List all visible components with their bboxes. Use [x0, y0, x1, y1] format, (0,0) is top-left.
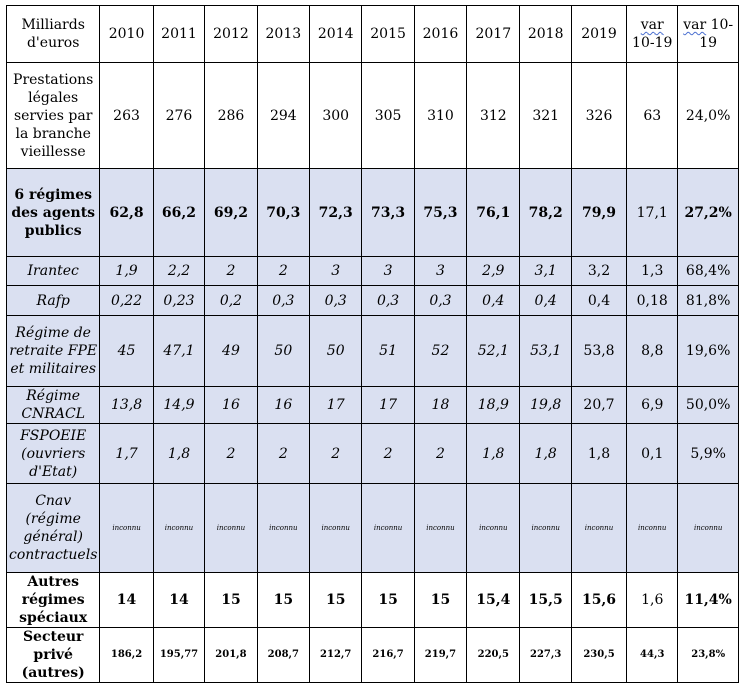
row-label: 6 régimes des agents publics: [7, 169, 100, 257]
table-cell: 2: [205, 424, 257, 484]
table-cell: 300: [310, 63, 362, 169]
table-cell: 305: [362, 63, 414, 169]
table-cell: 0,4: [467, 286, 520, 316]
table-cell: 0,3: [362, 286, 414, 316]
table-cell: 72,3: [310, 169, 362, 257]
table-cell: inconnu: [362, 484, 414, 573]
table-cell: 16: [257, 387, 309, 424]
var-pct-header-suffix: 10-19: [699, 17, 734, 51]
table-cell: 51: [362, 316, 414, 387]
table-cell: 3,1: [520, 257, 571, 286]
table-cell: inconnu: [153, 484, 205, 573]
table-cell: 3: [362, 257, 414, 286]
table-cell: 216,7: [362, 628, 414, 683]
table-cell: 0,3: [257, 286, 309, 316]
table-cell: 310: [414, 63, 466, 169]
table-cell: 16: [205, 387, 257, 424]
table-cell: 227,3: [520, 628, 571, 683]
table-cell: 0,3: [310, 286, 362, 316]
year-header: 2015: [362, 6, 414, 63]
row-label: Régime de retraite FPE et militaires: [7, 316, 100, 387]
table-cell: 2: [362, 424, 414, 484]
year-header: 2010: [100, 6, 153, 63]
table-cell: inconnu: [205, 484, 257, 573]
table-cell: 3: [310, 257, 362, 286]
table-row: [7, 628, 739, 683]
table-cell: 19,8: [520, 387, 571, 424]
table-cell: 69,2: [205, 169, 257, 257]
var-pct-cell: 81,8%: [678, 286, 739, 316]
table-cell: 1,8: [467, 424, 520, 484]
table-cell: 20,7: [571, 387, 626, 424]
table-cell: 52,1: [467, 316, 520, 387]
var-pct-cell: 27,2%: [678, 169, 739, 257]
table-cell: inconnu: [414, 484, 466, 573]
table-row: [7, 484, 739, 573]
table-cell: 47,1: [153, 316, 205, 387]
table-cell: inconnu: [571, 484, 626, 573]
table-cell: 212,7: [310, 628, 362, 683]
row-label: FSPOEIE (ouvriers d'Etat): [7, 424, 100, 484]
table-cell: 0,23: [153, 286, 205, 316]
table-cell: 70,3: [257, 169, 309, 257]
table-cell: 3,2: [571, 257, 626, 286]
year-header: 2017: [467, 6, 520, 63]
table-cell: 186,2: [100, 628, 153, 683]
table-cell: inconnu: [310, 484, 362, 573]
var-pct-cell: 5,9%: [678, 424, 739, 484]
var-abs-cell: 1,3: [627, 257, 678, 286]
table-cell: 49: [205, 316, 257, 387]
table-cell: 13,8: [100, 387, 153, 424]
table-cell: 195,77: [153, 628, 205, 683]
table-cell: 276: [153, 63, 205, 169]
year-header: 2016: [414, 6, 466, 63]
table-cell: 1,8: [520, 424, 571, 484]
table-cell: 18,9: [467, 387, 520, 424]
table-cell: inconnu: [257, 484, 309, 573]
table-row: [7, 316, 739, 387]
data-table: [6, 5, 739, 683]
var-abs-header-prefix: var: [640, 17, 664, 33]
table-cell: 73,3: [362, 169, 414, 257]
var-abs-cell: 6,9: [627, 387, 678, 424]
table-row: [7, 424, 739, 484]
var-pct-header-prefix: var: [683, 17, 707, 33]
table-cell: 15,4: [467, 573, 520, 628]
var-abs-cell: 63: [627, 63, 678, 169]
table-row: [7, 286, 739, 316]
table-cell: 50: [257, 316, 309, 387]
table-cell: 17: [362, 387, 414, 424]
table-cell: 0,4: [520, 286, 571, 316]
year-header: 2012: [205, 6, 257, 63]
table-cell: inconnu: [100, 484, 153, 573]
table-cell: 2: [257, 257, 309, 286]
table-cell: 294: [257, 63, 309, 169]
table-cell: 15: [257, 573, 309, 628]
var-abs-cell: 8,8: [627, 316, 678, 387]
table-cell: 2: [257, 424, 309, 484]
table-cell: 286: [205, 63, 257, 169]
table-cell: 326: [571, 63, 626, 169]
table-cell: 321: [520, 63, 571, 169]
table-row: [7, 573, 739, 628]
table-cell: 14: [100, 573, 153, 628]
table-cell: inconnu: [520, 484, 571, 573]
var-pct-cell: 50,0%: [678, 387, 739, 424]
table-cell: 3: [414, 257, 466, 286]
var-abs-header: [627, 6, 678, 63]
table-cell: 2: [205, 257, 257, 286]
table-cell: 208,7: [257, 628, 309, 683]
table-cell: 45: [100, 316, 153, 387]
table-cell: 15: [414, 573, 466, 628]
table-row: [7, 63, 739, 169]
year-header: 2019: [571, 6, 626, 63]
table-cell: 219,7: [414, 628, 466, 683]
table-cell: 15: [362, 573, 414, 628]
table-cell: 0,2: [205, 286, 257, 316]
table-cell: 62,8: [100, 169, 153, 257]
row-label: Irantec: [7, 257, 100, 286]
header-row: [7, 6, 739, 63]
table-cell: 0,3: [414, 286, 466, 316]
var-abs-cell: inconnu: [627, 484, 678, 573]
row-label: Régime CNRACL: [7, 387, 100, 424]
year-header: 2014: [310, 6, 362, 63]
var-pct-cell: 68,4%: [678, 257, 739, 286]
year-header: 2011: [153, 6, 205, 63]
var-pct-cell: 24,0%: [678, 63, 739, 169]
table-cell: 52: [414, 316, 466, 387]
table-cell: 15,5: [520, 573, 571, 628]
table-row: [7, 257, 739, 286]
var-abs-cell: 17,1: [627, 169, 678, 257]
row-label: Autres régimes spéciaux: [7, 573, 100, 628]
row-label: Cnav (régime général) contractuels: [7, 484, 100, 573]
var-pct-cell: 19,6%: [678, 316, 739, 387]
table-cell: 17: [310, 387, 362, 424]
year-header: 2018: [520, 6, 571, 63]
table-cell: 50: [310, 316, 362, 387]
var-abs-cell: 0,1: [627, 424, 678, 484]
table-cell: 2: [310, 424, 362, 484]
table-cell: 66,2: [153, 169, 205, 257]
year-header: 2013: [257, 6, 309, 63]
table-cell: 2,2: [153, 257, 205, 286]
table-cell: 53,1: [520, 316, 571, 387]
var-pct-cell: inconnu: [678, 484, 739, 573]
table-cell: 14: [153, 573, 205, 628]
table-cell: 1,7: [100, 424, 153, 484]
table-cell: 1,9: [100, 257, 153, 286]
table-cell: 201,8: [205, 628, 257, 683]
var-abs-cell: 0,18: [627, 286, 678, 316]
header-label: Milliards d'euros: [7, 6, 100, 63]
table-cell: 15: [205, 573, 257, 628]
table-cell: 75,3: [414, 169, 466, 257]
var-abs-header-suffix: 10-19: [632, 35, 673, 51]
table-cell: 1,8: [153, 424, 205, 484]
table-row: [7, 387, 739, 424]
table-cell: 79,9: [571, 169, 626, 257]
table-cell: 53,8: [571, 316, 626, 387]
table-cell: 18: [414, 387, 466, 424]
var-pct-cell: 23,8%: [678, 628, 739, 683]
table-cell: 263: [100, 63, 153, 169]
table-cell: 2: [414, 424, 466, 484]
table-row: [7, 169, 739, 257]
table-cell: 14,9: [153, 387, 205, 424]
table-cell: inconnu: [467, 484, 520, 573]
var-abs-cell: 44,3: [627, 628, 678, 683]
table-cell: 78,2: [520, 169, 571, 257]
table-cell: 312: [467, 63, 520, 169]
table-cell: 15,6: [571, 573, 626, 628]
table-cell: 0,4: [571, 286, 626, 316]
row-label: Prestations légales servies par la branche vieillesse: [7, 63, 100, 169]
table-cell: 0,22: [100, 286, 153, 316]
row-label: Rafp: [7, 286, 100, 316]
row-label: Secteur privé (autres): [7, 628, 100, 683]
var-pct-header: [678, 6, 739, 63]
var-pct-cell: 11,4%: [678, 573, 739, 628]
table-cell: 15: [310, 573, 362, 628]
table-cell: 230,5: [571, 628, 626, 683]
table-cell: 220,5: [467, 628, 520, 683]
var-abs-cell: 1,6: [627, 573, 678, 628]
table-cell: 1,8: [571, 424, 626, 484]
table-cell: 2,9: [467, 257, 520, 286]
table-cell: 76,1: [467, 169, 520, 257]
